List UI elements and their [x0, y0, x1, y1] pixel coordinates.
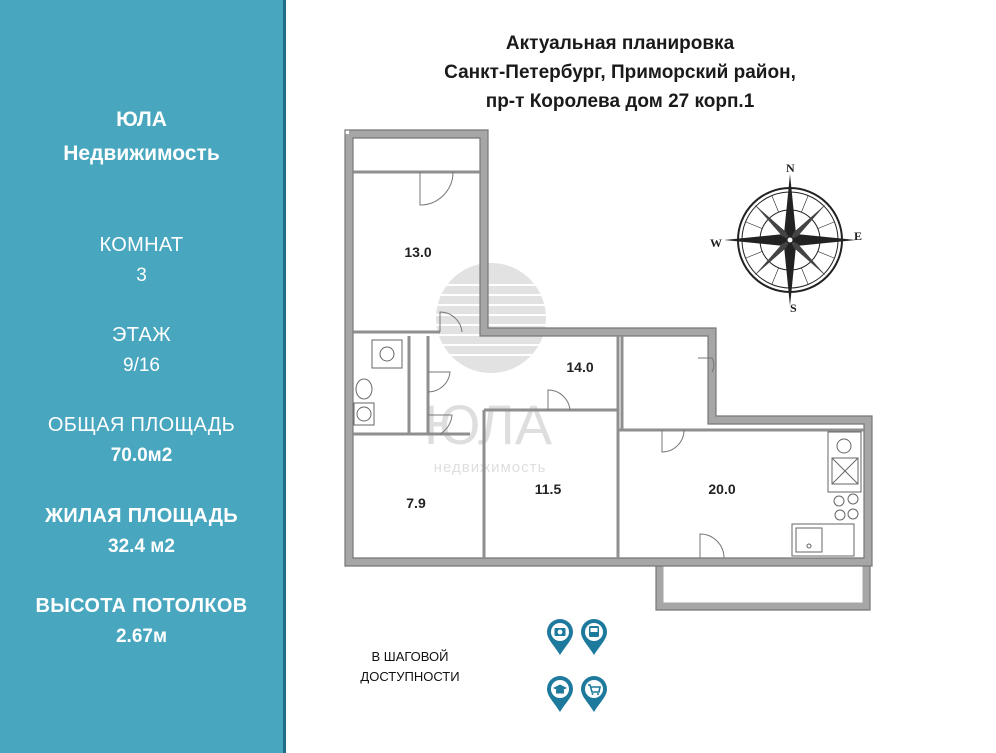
shopping-cart-icon: [579, 675, 609, 713]
compass-n: N: [786, 161, 795, 175]
compass-e: E: [854, 229, 863, 243]
watermark-subtext: недвижимость: [433, 459, 547, 476]
floor-plan: [290, 120, 890, 620]
room-20-label: 20.0: [708, 481, 736, 497]
walking-distance-label: [345, 647, 475, 687]
walking-line-2: ДОСТУПНОСТИ: [360, 669, 460, 684]
camera-icon: [545, 618, 575, 656]
room-14-label: 14.0: [566, 359, 594, 375]
floor-label: ЭТАЖ: [112, 324, 171, 346]
title-line-1: Актуальная планировка: [505, 33, 735, 54]
compass-w: W: [710, 236, 722, 250]
living-area-label: ЖИЛАЯ ПЛОЩАДЬ: [45, 505, 238, 527]
title-line-2: Санкт-Петербург, Приморский район,: [444, 62, 796, 83]
total-area-label: ОБЩАЯ ПЛОЩАДЬ: [47, 414, 236, 436]
title-line-3: пр-т Королева дом 27 корп.1: [485, 91, 755, 112]
compass-rose: [710, 161, 862, 315]
total-area-value: 70.0м2: [110, 445, 173, 466]
room-13-label: 13.0: [404, 244, 432, 260]
ceiling-height-value: 2.67м: [115, 626, 168, 647]
rooms-label: КОМНАТ: [99, 234, 184, 256]
living-area-value: 32.4 м2: [108, 536, 175, 557]
watermark-text: ЮЛА: [423, 393, 553, 456]
compass-s: S: [790, 301, 797, 315]
walking-line-1: В ШАГОВОЙ: [371, 649, 449, 664]
agency-name: ЮЛА: [116, 108, 167, 131]
room-7-9-label: 7.9: [406, 495, 426, 511]
room-11-5-label: 11.5: [534, 481, 562, 497]
ceiling-height-label: ВЫСОТА ПОТОЛКОВ: [35, 595, 248, 617]
graduation-cap-icon: [545, 675, 575, 713]
info-panel: [0, 0, 286, 753]
floor-value: 9/16: [123, 355, 160, 376]
bus-icon: [579, 618, 609, 656]
agency-subtitle: Недвижимость: [63, 142, 220, 165]
rooms-value: 3: [136, 265, 147, 286]
